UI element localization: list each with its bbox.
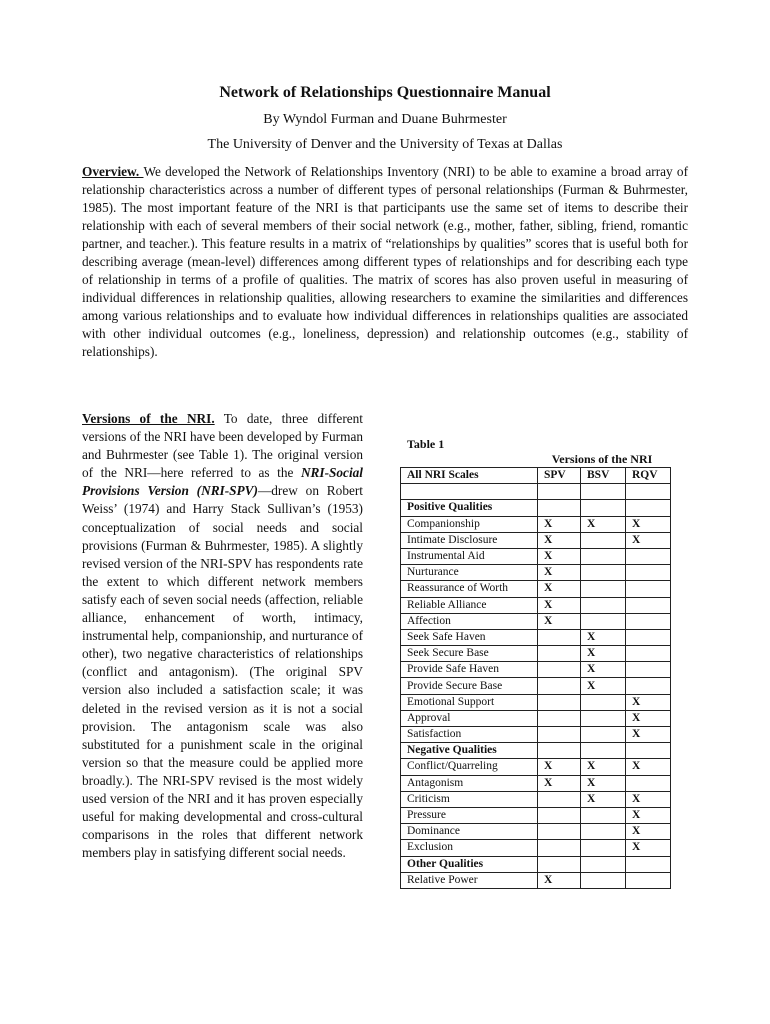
scale-label-cell: Seek Safe Haven: [401, 629, 538, 645]
rqv-cell: X: [626, 840, 671, 856]
table-row: [401, 807, 671, 823]
table-row: [401, 840, 671, 856]
bsv-cell: [581, 840, 626, 856]
scale-label-cell: Reassurance of Worth: [401, 581, 538, 597]
spv-cell: [538, 807, 581, 823]
spv-cell: [538, 678, 581, 694]
bsv-cell: X: [581, 646, 626, 662]
table-row: [401, 710, 671, 726]
rqv-cell: [626, 662, 671, 678]
spv-cell: X: [538, 872, 581, 888]
versions-text-2: —drew on Robert Weiss’ (1974) and Harry Stack Sullivan’s (1953) conceptualization of social needs and social provisions (Furman & Buhrmester, 1985). A slightly revised version of the NRI-SPV has respondents rate the extent to which different network members satisfy each of seven social needs (affection, reliable alliance, enhancement of worth, intimacy, instrumental help, companionship, and nurturance of other), two negative characteristics of relationships (conflict and antagonism). (The original SPV version also included a satisfaction scale; it was deleted in the revised version as it is not a social provision. The antagonism scale was also substituted for a punishment scale in the original version so that the measure could be applied more broadly.). The NRI-SPV revised is the most widely used version of the NRI and it has proven especially useful for making developmental and cross-cultural comparisons in the roles that different network members play in satisfying different social needs.: [82, 483, 364, 861]
rqv-cell: [626, 646, 671, 662]
bsv-cell: [581, 807, 626, 823]
table-row: [401, 613, 671, 629]
bsv-cell: [581, 548, 626, 564]
bsv-cell: X: [581, 678, 626, 694]
rqv-cell: X: [626, 727, 671, 743]
table-row: [401, 775, 671, 791]
spv-cell: X: [538, 613, 581, 629]
scale-label-cell: Instrumental Aid: [401, 548, 538, 564]
table-row: [401, 678, 671, 694]
table-row: [401, 743, 671, 759]
table-caption: Table 1: [407, 437, 445, 451]
scale-label-cell: Emotional Support: [401, 694, 538, 710]
bsv-cell: [581, 613, 626, 629]
scale-label-cell: Antagonism: [401, 775, 538, 791]
rqv-cell: [626, 500, 671, 516]
table-row: [401, 532, 671, 548]
table-row: [401, 791, 671, 807]
spv-cell: [538, 743, 581, 759]
spv-cell: X: [538, 532, 581, 548]
column-header-bsv: BSV: [581, 468, 626, 484]
spv-cell: X: [538, 597, 581, 613]
overview-heading: Overview.: [82, 164, 144, 179]
scale-label-cell: Intimate Disclosure: [401, 532, 538, 548]
rqv-cell: X: [626, 710, 671, 726]
scale-label-cell: Criticism: [401, 791, 538, 807]
scale-label-cell: Seek Secure Base: [401, 646, 538, 662]
spv-cell: [538, 500, 581, 516]
spv-cell: X: [538, 775, 581, 791]
scale-label-cell: Relative Power: [401, 872, 538, 888]
scale-label-cell: Conflict/Quarreling: [401, 759, 538, 775]
table-row: [401, 727, 671, 743]
bsv-cell: [581, 597, 626, 613]
spv-cell: X: [538, 516, 581, 532]
table-row: [401, 500, 671, 516]
author-byline: By Wyndol Furman and Duane Buhrmester: [263, 112, 507, 127]
table-row: [401, 516, 671, 532]
rqv-cell: [626, 743, 671, 759]
spv-cell: [538, 646, 581, 662]
rqv-cell: [626, 484, 671, 500]
scale-label-cell: Approval: [401, 710, 538, 726]
spv-cell: [538, 694, 581, 710]
overview-text: We developed the Network of Relationships Inventory (NRI) to be able to examine a broad array of relationship characteristics across a number of different types of personal relationships (Furman & Buhrmester, 1985). The most important feature of the NRI is that participants use the same set of items to describe their relationship with each of several members of their social network (e.g., mother, father, sibling, friend, romantic partner, and teacher.). This feature results in a matrix of “relationships by qualities” scores that is useful both for describing average (mean-level) differences among different types of relationships and for describing each type of relationship in terms of a profile of qualities. The matrix of scores has also proven useful in measuring of individual differences in relationship qualities, allowing researchers to examine the similarities and differences among various relationships and to evaluate how individual differences in relationships qualities are associated with other individual outcomes (e.g., loneliness, depression) and relationship outcomes (e.g., stability of relationships).: [82, 164, 689, 359]
versions-emphasis: NRI-Social Provisions Version (NRI-SPV): [82, 465, 363, 499]
bsv-cell: [581, 710, 626, 726]
rqv-cell: [626, 581, 671, 597]
spv-cell: [538, 710, 581, 726]
nri-scales-table: [400, 467, 671, 889]
versions-paragraph: [82, 410, 363, 862]
scale-label-cell: Exclusion: [401, 840, 538, 856]
table-row: [401, 872, 671, 888]
spv-cell: X: [538, 581, 581, 597]
spv-cell: [538, 840, 581, 856]
scale-label-cell: Negative Qualities: [401, 743, 538, 759]
rqv-cell: X: [626, 759, 671, 775]
table-row: [401, 646, 671, 662]
scale-label-cell: Nurturance: [401, 565, 538, 581]
bsv-cell: X: [581, 791, 626, 807]
scale-label-cell: Dominance: [401, 824, 538, 840]
table-row: [401, 662, 671, 678]
column-header-spv: SPV: [538, 468, 581, 484]
bsv-cell: [581, 500, 626, 516]
bsv-cell: X: [581, 662, 626, 678]
table-row: [401, 597, 671, 613]
table-row: [401, 856, 671, 872]
rqv-cell: [626, 775, 671, 791]
table-row: [401, 824, 671, 840]
document-title: Network of Relationships Questionnaire Manual: [219, 84, 551, 101]
overview-paragraph: [82, 163, 688, 361]
table-versions-header: Versions of the NRI: [551, 452, 653, 466]
bsv-cell: [581, 856, 626, 872]
table-row: [401, 759, 671, 775]
column-header-scales: All NRI Scales: [401, 468, 538, 484]
column-header-rqv: RQV: [626, 468, 671, 484]
rqv-cell: [626, 613, 671, 629]
spv-cell: X: [538, 548, 581, 564]
spv-cell: [538, 629, 581, 645]
rqv-cell: [626, 548, 671, 564]
bsv-cell: X: [581, 629, 626, 645]
rqv-cell: X: [626, 791, 671, 807]
scale-label-cell: [401, 484, 538, 500]
bsv-cell: X: [581, 775, 626, 791]
scale-label-cell: Reliable Alliance: [401, 597, 538, 613]
spv-cell: [538, 662, 581, 678]
scale-label-cell: Provide Safe Haven: [401, 662, 538, 678]
rqv-cell: [626, 856, 671, 872]
bsv-cell: [581, 581, 626, 597]
table-row: [401, 694, 671, 710]
bsv-cell: X: [581, 759, 626, 775]
spv-cell: [538, 856, 581, 872]
spv-cell: [538, 791, 581, 807]
scale-label-cell: Satisfaction: [401, 727, 538, 743]
versions-text-1: To date, three different versions of the NRI have been developed by Furman and Buhrmester (see Table 1). The original version of the NRI—here referred to as the: [82, 411, 363, 481]
bsv-cell: [581, 872, 626, 888]
scale-label-cell: Positive Qualities: [401, 500, 538, 516]
bsv-cell: [581, 532, 626, 548]
spv-cell: [538, 484, 581, 500]
scale-label-cell: Pressure: [401, 807, 538, 823]
table-row: [401, 565, 671, 581]
scale-label-cell: Provide Secure Base: [401, 678, 538, 694]
spv-cell: [538, 824, 581, 840]
rqv-cell: [626, 565, 671, 581]
scale-label-cell: Companionship: [401, 516, 538, 532]
spv-cell: X: [538, 565, 581, 581]
scale-label-cell: Affection: [401, 613, 538, 629]
rqv-cell: X: [626, 516, 671, 532]
rqv-cell: X: [626, 824, 671, 840]
bsv-cell: [581, 727, 626, 743]
bsv-cell: [581, 824, 626, 840]
scale-label-cell: Other Qualities: [401, 856, 538, 872]
rqv-cell: X: [626, 532, 671, 548]
versions-heading: Versions of the NRI.: [82, 411, 215, 426]
author-affiliation: The University of Denver and the University of Texas at Dallas: [207, 137, 563, 152]
bsv-cell: [581, 743, 626, 759]
spv-cell: X: [538, 759, 581, 775]
rqv-cell: [626, 597, 671, 613]
bsv-cell: [581, 565, 626, 581]
table-row: [401, 484, 671, 500]
spv-cell: [538, 727, 581, 743]
bsv-cell: X: [581, 516, 626, 532]
table-row: [401, 548, 671, 564]
table-header-row: [401, 468, 671, 484]
rqv-cell: [626, 629, 671, 645]
rqv-cell: X: [626, 807, 671, 823]
bsv-cell: [581, 484, 626, 500]
rqv-cell: [626, 872, 671, 888]
rqv-cell: [626, 678, 671, 694]
table-row: [401, 581, 671, 597]
table-row: [401, 629, 671, 645]
bsv-cell: [581, 694, 626, 710]
rqv-cell: X: [626, 694, 671, 710]
table-body: [401, 484, 671, 889]
